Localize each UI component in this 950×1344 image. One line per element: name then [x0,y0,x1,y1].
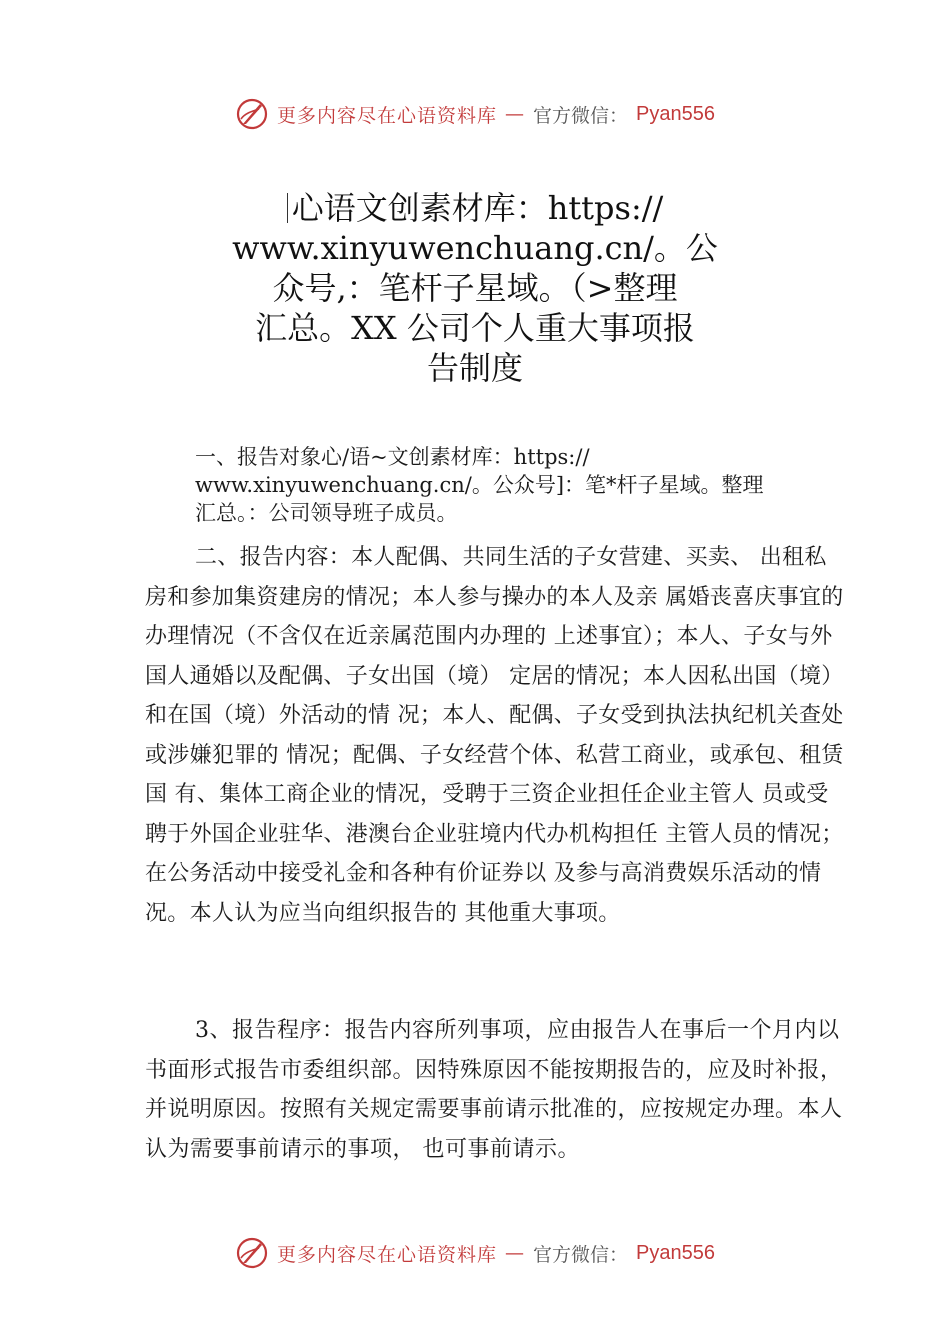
title-line-1 [200,188,750,228]
banner-separator: — [505,1242,526,1264]
header-banner [0,92,950,136]
paragraph-report-procedure: 3、报告程序：报告内容所列事项，应由报告人在事后一个月内以书面形式报告市委组织部。因特殊原因不能按期报告的，应及时补报，并说明原因。按照有关规定需要事前请示批准的，应按规定办理。本人认为需要事前请示的事项， 也可事前请示。 [145,1018,843,1162]
quill-pen-logo-icon [235,97,269,131]
paragraph-report-content: 二、报告内容：本人配偶、共同生活的子女营建、买卖、 出租私房和参加集资建房的情况；本人参与操办的本人及亲 属婚丧喜庆事宜的办理情况（不含仅在近亲属范围内办理的 上述事宜）；本人、子女与外国人通婚以及配偶、子女出国（境） 定居的情况；本人因私出国（境）和在国（境）外活动的情 况；本人、配偶、子女受到执法执纪机关查处或涉嫌犯罪的 情况；配偶、子女经营个体、私营工商业，或承包、租赁国 有、集体工商企业的情况，受聘于三资企业担任企业主管人 员或受聘于外国企业驻华、港澳台企业驻境内代办机构担任 主管人员的情况；在公务活动中接受礼金和各种有价证券以 及参与高消费娱乐活动的情况。本人认为应当向组织报告的 其他重大事项。 [145,545,844,926]
banner-separator: — [505,103,526,125]
banner-text: 更多内容尽在心语资料库 [277,104,498,127]
wechat-label: 官方微信： [533,104,629,127]
paragraph-report-subjects: 一、报告对象心/语~文创素材库：https:// www.xinyuwenchuang.cn/。公众号]：笔*杆子星域。整理 汇总。：公司领导班子成员。 [195,445,764,525]
wechat-id: Pyan556 [636,1241,715,1264]
title-line-4: 汇总。XX 公司个人重大事项报 [255,309,695,347]
title-line-5: 告制度 [426,349,523,387]
title-line-2: www.xinyuwenchuang.cn/。公 [232,229,718,267]
wechat-id: Pyan556 [636,102,715,125]
footer-banner [0,1231,950,1275]
text-cursor [287,193,288,223]
wechat-label: 官方微信： [533,1243,629,1266]
document-title [200,188,750,388]
quill-pen-logo-icon [235,1236,269,1270]
title-line-3: 众号,：笔杆子星域。（>整理 [272,269,678,307]
banner-text: 更多内容尽在心语资料库 [277,1243,498,1266]
title-line-1-text: 心语文创素材库：https:// [291,189,664,227]
